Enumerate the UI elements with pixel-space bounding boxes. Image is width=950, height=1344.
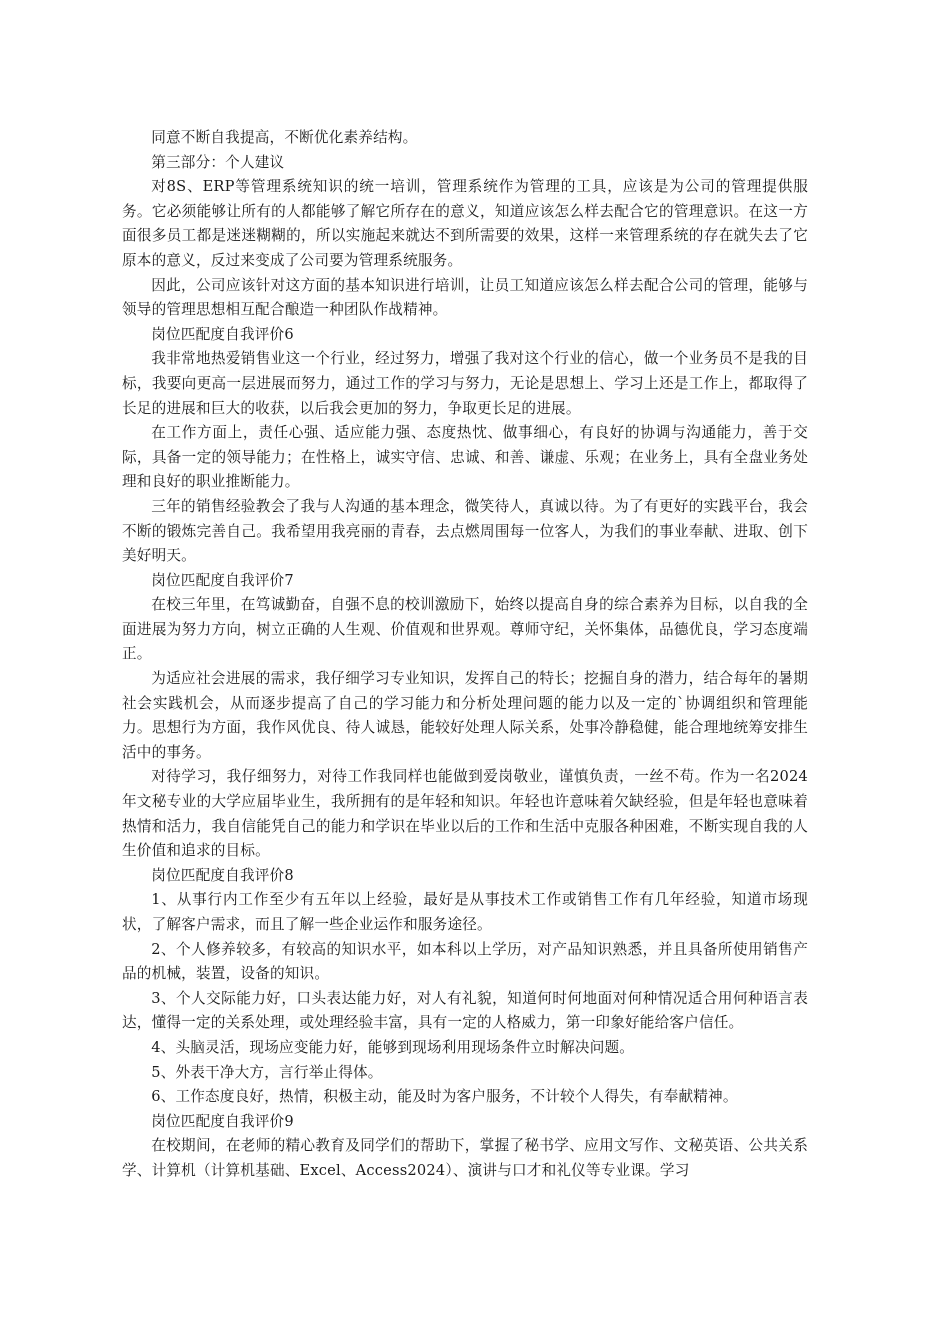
paragraph: 在校期间，在老师的精心教育及同学们的帮助下，掌握了秘书学、应用文写作、文秘英语、公共关系学、计算机（计算机基础、Excel、Access2024）、演讲与口才和礼仪等专业课。学习 xyxy=(122,1137,808,1179)
paragraph: 2、个人修养较多，有较高的知识水平，如本科以上学历，对产品知识熟悉，并且具备所使用销售产品的机械，装置，设备的知识。 xyxy=(122,940,808,983)
section-heading: 岗位匹配度自我评价7 xyxy=(151,571,294,589)
paragraph: 在工作方面上，责任心强、适应能力强、态度热忱、做事细心，有良好的协调与沟通能力，善于交际，具备一定的领导能力；在性格上，诚实守信、忠诚、和善、谦虚、乐观；在业务上，具有全盘业务处理和良好的职业推断能力。 xyxy=(122,424,808,491)
section-heading: 岗位匹配度自我评价9 xyxy=(151,1112,294,1130)
paragraph: 因此，公司应该针对这方面的基本知识进行培训，让员工知道应该怎么样去配合公司的管理，能够与领导的管理思想相互配合酿造一种团队作战精神。 xyxy=(122,276,808,319)
paragraph: 3、个人交际能力好，口头表达能力好，对人有礼貌，知道何时何地面对何种情况适合用何种语言表达，懂得一定的关系处理，或处理经验丰富，具有一定的人格威力，第一印象好能给客户信任。 xyxy=(122,989,808,1032)
paragraph: 同意不断自我提高，不断优化素养结构。 xyxy=(151,129,418,146)
section-heading: 第三部分：个人建议 xyxy=(151,153,285,171)
paragraph: 为适应社会进展的需求，我仔细学习专业知识，发挥自己的特长；挖掘自身的潜力，结合每年的暑期社会实践机会，从而逐步提高了自己的学习能力和分析处理问题的能力以及一定的`协调组织和管理能力。思想行为方面，我作风优良、待人诚恳，能较好处理人际关系，处事冷静稳健，能合理地统筹安排生活中的事务。 xyxy=(122,670,808,761)
paragraph: 6、工作态度良好，热情，积极主动，能及时为客户服务，不计较个人得失，有奉献精神。 xyxy=(151,1088,738,1106)
paragraph: 对8S、ERP等管理系统知识的统一培训，管理系统作为管理的工具，应该是为公司的管理提供服务。它必须能够让所有的人都能够了解它所存在的意义，知道应该怎么样去配合它的管理意识。在这一方面很多员工都是迷迷糊糊的，所以实施起来就达不到所需要的效果，这样一来管理系统的存在就失去了它原本的意义，反过来变成了公司要为管理系统服务。 xyxy=(122,178,808,269)
section-heading: 岗位匹配度自我评价6 xyxy=(151,325,294,343)
paragraph: 4、头脑灵活，现场应变能力好，能够到现场利用现场条件立时解决问题。 xyxy=(151,1038,635,1056)
document-page xyxy=(122,126,808,1184)
section-heading: 岗位匹配度自我评价8 xyxy=(151,866,294,884)
paragraph: 1、从事行内工作至少有五年以上经验，最好是从事技术工作或销售工作有几年经验，知道市场现状，了解客户需求，而且了解一些企业运作和服务途径。 xyxy=(122,891,808,933)
paragraph: 我非常地热爱销售业这一个行业，经过努力，增强了我对这个行业的信心，做一个业务员不是我的目标，我要向更高一层进展而努力，通过工作的学习与努力，无论是思想上、学习上还是工作上，都取得了长足的进展和巨大的收获，以后我会更加的努力，争取更长足的进展。 xyxy=(122,350,808,417)
paragraph: 在校三年里，在笃诚勤奋，自强不息的校训激励下，始终以提高自身的综合素养为目标，以自我的全面进展为努力方向，树立正确的人生观、价值观和世界观。尊师守纪，关怀集体，品德优良，学习态度端正。 xyxy=(122,596,808,663)
paragraph: 对待学习，我仔细努力，对待工作我同样也能做到爱岗敬业，谨慎负责，一丝不苟。作为一名2024年文秘专业的大学应届毕业生，我所拥有的是年轻和知识。年轻也许意味着欠缺经验，但是年轻也意味着热情和活力，我自信能凭自己的能力和学识在毕业以后的工作和生活中克服各种困难，不断实现自我的人生价值和追求的目标。 xyxy=(122,768,808,860)
paragraph: 5、外表干净大方，言行举止得体。 xyxy=(151,1063,383,1081)
paragraph: 三年的销售经验教会了我与人沟通的基本理念，微笑待人，真诚以待。为了有更好的实践平台，我会不断的锻炼完善自己。我希望用我亮丽的青春，去点燃周围每一位客人，为我们的事业奉献、进取、创下美好明天。 xyxy=(122,497,808,565)
